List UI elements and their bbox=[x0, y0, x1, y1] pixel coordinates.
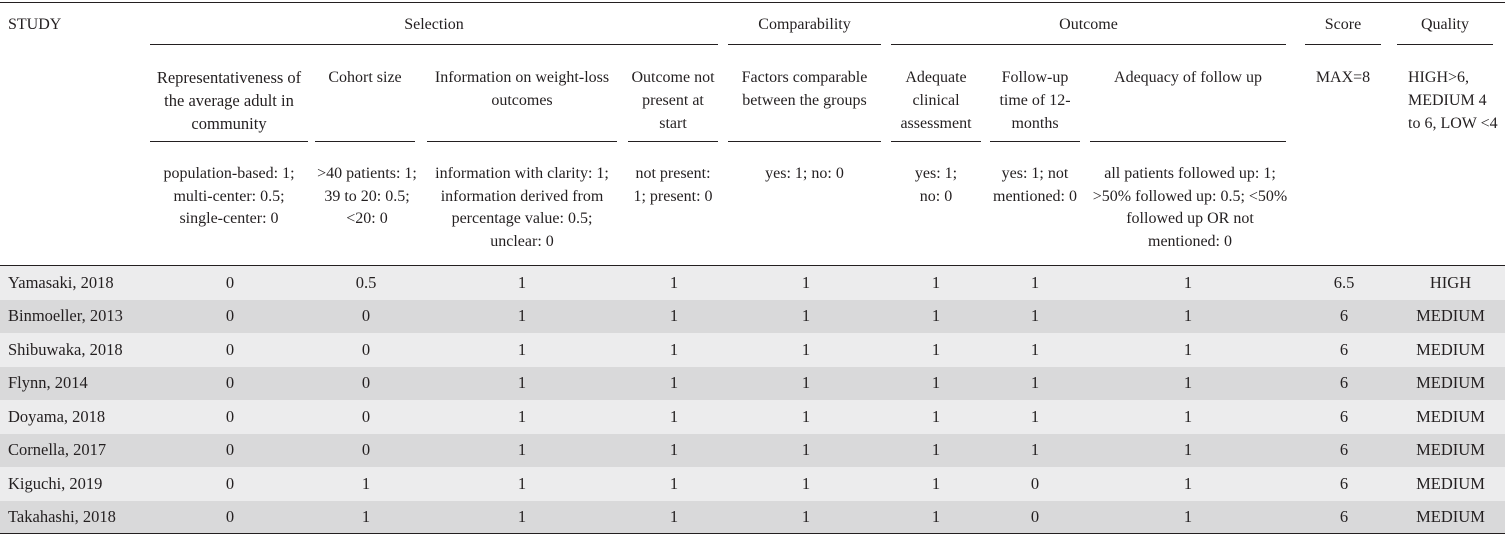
header-study: STUDY bbox=[8, 16, 62, 33]
table-row bbox=[0, 467, 1505, 501]
study-name-cell: Binmoeller, 2013 bbox=[8, 306, 123, 325]
score-cell: MEDIUM bbox=[1416, 373, 1485, 392]
score-cell: 1 bbox=[801, 306, 811, 325]
score-cell: 1 bbox=[801, 272, 811, 292]
score-cell: 6 bbox=[1339, 339, 1349, 359]
score-cell: 1 bbox=[1030, 373, 1040, 392]
score-cell: 1 bbox=[1030, 406, 1040, 426]
score-cell: 1 bbox=[361, 473, 371, 493]
table-row bbox=[0, 333, 1505, 367]
score-cell: 1 bbox=[1183, 373, 1193, 392]
score-cell: MEDIUM bbox=[1416, 507, 1485, 526]
criteria-outcome-not-present: not present: 1; present: 0 bbox=[633, 165, 713, 205]
score-cell: 1 bbox=[1030, 440, 1040, 459]
score-cell: 0 bbox=[225, 507, 235, 526]
score-cell: 0 bbox=[225, 373, 235, 392]
score-cell: 6 bbox=[1339, 440, 1349, 459]
score-cell: 0 bbox=[225, 272, 235, 292]
score-cell: 0 bbox=[361, 339, 371, 359]
comparability-rule bbox=[728, 44, 881, 45]
quality-rule bbox=[1397, 44, 1493, 45]
score-cell: 1 bbox=[931, 507, 941, 526]
col-cohort-size: Cohort size bbox=[328, 69, 402, 86]
score-cell: 0 bbox=[225, 339, 235, 359]
study-name-cell: Yamasaki, 2018 bbox=[8, 272, 114, 292]
criteria-adequacy-follow-up: all patients followed up: 1; >50% followed up: 0.5; <50% followed up OR not mentioned: 0 bbox=[1092, 165, 1288, 250]
score-cell: 1 bbox=[517, 373, 527, 392]
header-group-quality: Quality bbox=[1421, 16, 1469, 33]
study-name-cell: Takahashi, 2018 bbox=[8, 507, 116, 526]
score-cell: 1 bbox=[669, 339, 679, 359]
score-cell: 6 bbox=[1339, 406, 1349, 426]
col-rule-6 bbox=[891, 141, 981, 142]
score-cell: 1 bbox=[669, 473, 679, 493]
score-cell: 6 bbox=[1339, 306, 1349, 325]
score-cell: 0 bbox=[361, 406, 371, 426]
outcome-rule bbox=[891, 44, 1286, 45]
criteria-weight-loss-info: information with clarity: 1; information derived from percentage value: 0.5; unclear: 0 bbox=[435, 165, 609, 250]
score-cell: 1 bbox=[361, 507, 371, 526]
score-cell: 1 bbox=[931, 306, 941, 325]
score-cell: 1 bbox=[517, 507, 527, 526]
table-row bbox=[0, 367, 1505, 401]
score-cell: 0 bbox=[1030, 507, 1040, 526]
criteria-factors-comparable: yes: 1; no: 0 bbox=[765, 165, 844, 182]
selection-rule bbox=[150, 44, 718, 45]
score-cell: 0 bbox=[225, 306, 235, 325]
table-row bbox=[0, 266, 1505, 300]
col-weight-loss-info: Information on weight-loss outcomes bbox=[434, 69, 610, 109]
score-cell: 1 bbox=[669, 306, 679, 325]
table-row bbox=[0, 400, 1505, 434]
col-follow-up-time: Follow-up time of 12-months bbox=[999, 69, 1071, 132]
table-row bbox=[0, 501, 1505, 535]
col-quality-legend: HIGH>6, MEDIUM 4 to 6, LOW <4 bbox=[1408, 69, 1498, 132]
table-top-rule bbox=[0, 2, 1505, 3]
score-cell: 1 bbox=[801, 440, 811, 459]
table-row bbox=[0, 300, 1505, 334]
score-cell: 6 bbox=[1339, 473, 1349, 493]
score-cell: 1 bbox=[669, 272, 679, 292]
score-cell: 1 bbox=[931, 406, 941, 426]
score-cell: 1 bbox=[931, 373, 941, 392]
score-cell: 1 bbox=[517, 473, 527, 493]
score-cell: 1 bbox=[517, 406, 527, 426]
score-cell: 6 bbox=[1339, 507, 1349, 526]
score-cell: 0 bbox=[1030, 473, 1040, 493]
study-name-cell: Shibuwaka, 2018 bbox=[8, 339, 123, 359]
header-group-score: Score bbox=[1324, 16, 1362, 33]
criteria-clinical-assessment: yes: 1; no: 0 bbox=[914, 165, 958, 205]
score-cell: 1 bbox=[801, 473, 811, 493]
col-factors-comparable: Factors comparable between the groups bbox=[741, 69, 868, 109]
header-group-selection: Selection bbox=[404, 16, 464, 33]
score-cell: 0.5 bbox=[355, 272, 377, 292]
score-cell: 1 bbox=[931, 440, 941, 459]
score-cell: 1 bbox=[1183, 473, 1193, 493]
table-row bbox=[0, 434, 1505, 468]
score-cell: 1 bbox=[801, 339, 811, 359]
score-cell: MEDIUM bbox=[1416, 440, 1485, 459]
col-rule-3 bbox=[427, 141, 617, 142]
header-group-comparability: Comparability bbox=[758, 16, 851, 33]
score-cell: MEDIUM bbox=[1416, 473, 1485, 493]
study-rows bbox=[0, 266, 1505, 534]
col-representativeness: Representativeness of the average adult in community bbox=[156, 68, 302, 133]
criteria-cohort-size: >40 patients: 1; 39 to 20: 0.5; <20: 0 bbox=[317, 165, 417, 227]
score-cell: 1 bbox=[669, 373, 679, 392]
score-cell: 1 bbox=[1183, 339, 1193, 359]
col-rule-1 bbox=[150, 141, 308, 142]
score-cell: 0 bbox=[361, 440, 371, 459]
col-adequacy-follow-up: Adequacy of follow up bbox=[1114, 69, 1262, 86]
score-cell: 1 bbox=[517, 306, 527, 325]
study-name-cell: Cornella, 2017 bbox=[8, 440, 107, 459]
score-cell: 0 bbox=[225, 473, 235, 493]
study-name-cell: Kiguchi, 2019 bbox=[8, 473, 103, 493]
score-cell: 1 bbox=[801, 406, 811, 426]
score-cell: 1 bbox=[801, 373, 811, 392]
score-cell: 1 bbox=[517, 440, 527, 459]
score-cell: 0 bbox=[361, 306, 371, 325]
score-rule bbox=[1305, 44, 1381, 45]
score-cell: 1 bbox=[669, 440, 679, 459]
col-rule-5 bbox=[728, 141, 881, 142]
criteria-representativeness: population-based: 1; multi-center: 0.5; single-center: 0 bbox=[163, 165, 295, 227]
score-cell: HIGH bbox=[1429, 272, 1472, 292]
score-cell: MEDIUM bbox=[1416, 339, 1485, 359]
score-cell: 6 bbox=[1339, 373, 1349, 392]
score-cell: 1 bbox=[1030, 306, 1040, 325]
score-cell: 1 bbox=[801, 507, 811, 526]
col-outcome-not-present: Outcome not present at start bbox=[631, 69, 715, 132]
score-cell: 6.5 bbox=[1333, 272, 1355, 292]
score-cell: 1 bbox=[1183, 272, 1193, 292]
score-cell: MEDIUM bbox=[1416, 406, 1485, 426]
score-cell: 0 bbox=[225, 440, 235, 459]
score-cell: MEDIUM bbox=[1416, 306, 1485, 325]
score-cell: 1 bbox=[669, 406, 679, 426]
criteria-follow-up-time: yes: 1; not mentioned: 0 bbox=[993, 165, 1077, 205]
study-name-cell: Doyama, 2018 bbox=[8, 406, 106, 426]
score-cell: 1 bbox=[669, 507, 679, 526]
col-rule-4 bbox=[628, 141, 718, 142]
score-cell: 1 bbox=[931, 473, 941, 493]
score-cell: 1 bbox=[1183, 507, 1193, 526]
col-score-max: MAX=8 bbox=[1315, 69, 1371, 86]
score-cell: 1 bbox=[517, 339, 527, 359]
score-cell: 1 bbox=[1030, 272, 1040, 292]
score-cell: 1 bbox=[931, 339, 941, 359]
score-cell: 1 bbox=[1030, 339, 1040, 359]
table-bottom-rule bbox=[0, 533, 1505, 534]
header-group-outcome: Outcome bbox=[1059, 16, 1118, 33]
score-cell: 1 bbox=[931, 272, 941, 292]
study-name-cell: Flynn, 2014 bbox=[8, 373, 88, 392]
score-cell: 0 bbox=[225, 406, 235, 426]
col-rule-2 bbox=[315, 141, 415, 142]
score-cell: 0 bbox=[361, 373, 371, 392]
score-cell: 1 bbox=[1183, 440, 1193, 459]
col-rule-8 bbox=[1090, 141, 1286, 142]
score-cell: 1 bbox=[517, 272, 527, 292]
score-cell: 1 bbox=[1183, 306, 1193, 325]
col-rule-7 bbox=[990, 141, 1080, 142]
col-clinical-assessment: Adequate clinical assessment bbox=[900, 69, 972, 132]
score-cell: 1 bbox=[1183, 406, 1193, 426]
